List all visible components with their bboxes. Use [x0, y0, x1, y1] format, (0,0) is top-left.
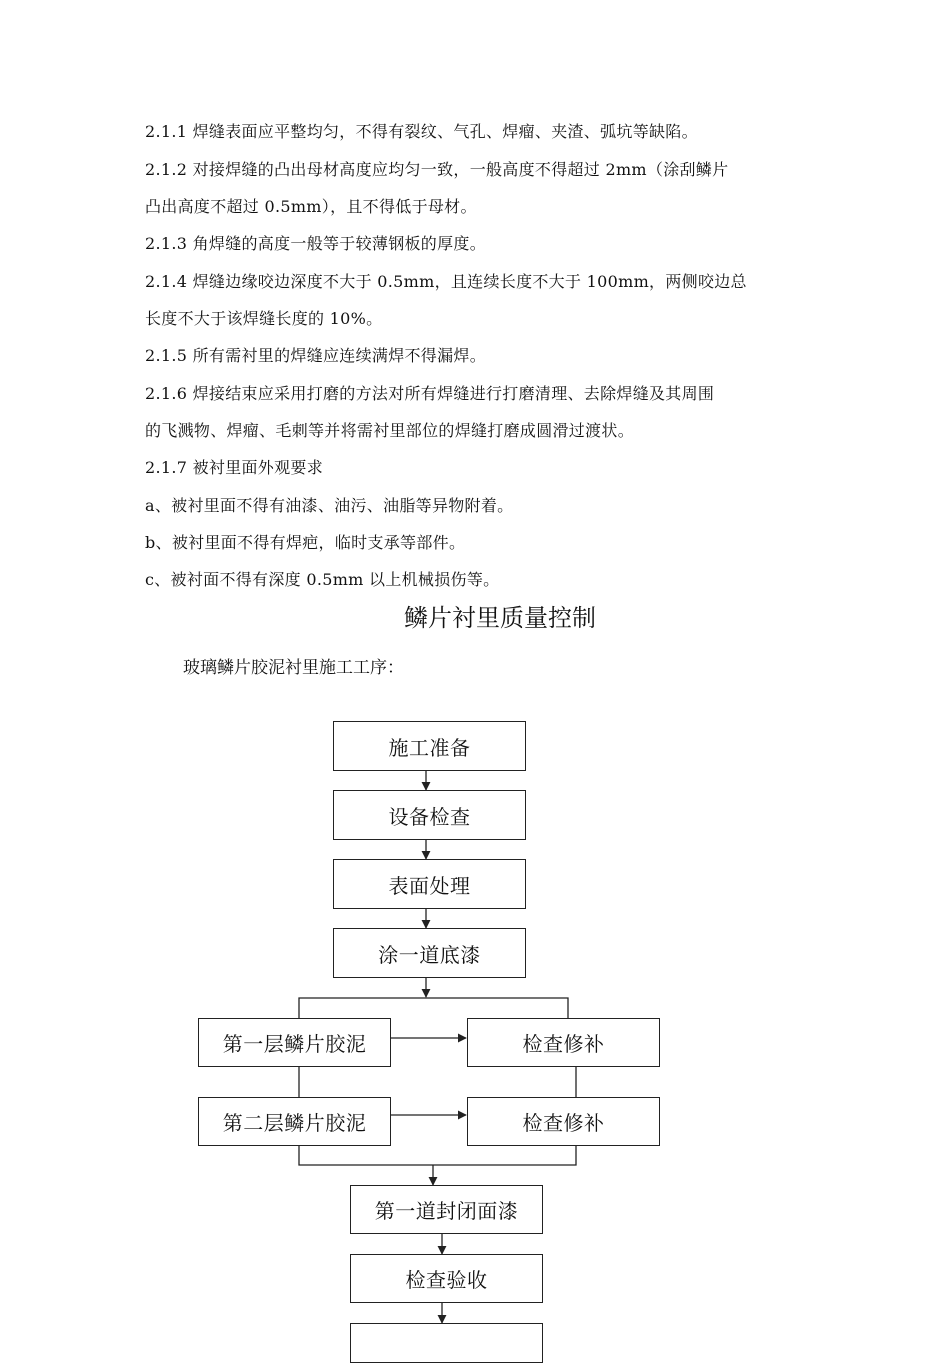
clause-2-1-4-line1: 2.1.4 焊缝边缘咬边深度不大于 0.5mm，且连续长度不大于 100mm，两侧咬边总 — [145, 272, 747, 291]
clause-2-1-3: 2.1.3 角焊缝的高度一般等于较薄钢板的厚度。 — [145, 234, 486, 253]
process-intro: 玻璃鳞片胶泥衬里施工工序： — [183, 658, 404, 678]
flow-step-first-seal-coat: 第一道封闭面漆 — [350, 1185, 543, 1234]
requirement-a: a、被衬里面不得有油漆、油污、油脂等异物附着。 — [145, 496, 514, 515]
clause-2-1-1: 2.1.1 焊缝表面应平整均匀，不得有裂纹、气孔、焊瘤、夹渣、弧坑等缺陷。 — [145, 122, 698, 141]
flow-step-equipment-inspection: 设备检查 — [333, 790, 526, 840]
clause-2-1-6-line2: 的飞溅物、焊瘤、毛刺等并将需衬里部位的焊缝打磨成圆滑过渡状。 — [145, 421, 635, 440]
section-title: 鳞片衬里质量控制 — [404, 604, 596, 632]
flow-step-second-flake-layer: 第二层鳞片胶泥 — [198, 1097, 391, 1146]
clause-2-1-4-line2: 长度不大于该焊缝长度的 10%。 — [145, 309, 383, 328]
branch-merge-line — [299, 1146, 576, 1165]
requirement-b: b、被衬里面不得有焊疤，临时支承等部件。 — [145, 533, 466, 552]
flow-step-check-repair-1: 检查修补 — [467, 1018, 660, 1067]
clause-2-1-7: 2.1.7 被衬里面外观要求 — [145, 458, 323, 477]
clause-2-1-2-line2: 凸出高度不超过 0.5mm），且不得低于母材。 — [145, 197, 477, 216]
clause-2-1-2-line1: 2.1.2 对接焊缝的凸出母材高度应均匀一致，一般高度不得超过 2mm（涂刮鳞片 — [145, 160, 729, 179]
flow-step-surface-treatment: 表面处理 — [333, 859, 526, 909]
clause-2-1-5: 2.1.5 所有需衬里的焊缝应连续满焊不得漏焊。 — [145, 346, 486, 365]
branch-split-line — [299, 998, 568, 1018]
flow-step-primer: 涂一道底漆 — [333, 928, 526, 978]
requirement-c: c、被衬面不得有深度 0.5mm 以上机械损伤等。 — [145, 570, 500, 589]
flow-step-next-cutoff — [350, 1323, 543, 1363]
clause-2-1-6-line1: 2.1.6 焊接结束应采用打磨的方法对所有焊缝进行打磨清理、去除焊缝及其周围 — [145, 384, 715, 403]
flow-step-preparation: 施工准备 — [333, 721, 526, 771]
flow-step-first-flake-layer: 第一层鳞片胶泥 — [198, 1018, 391, 1067]
flow-step-check-repair-2: 检查修补 — [467, 1097, 660, 1146]
flow-step-acceptance: 检查验收 — [350, 1254, 543, 1303]
